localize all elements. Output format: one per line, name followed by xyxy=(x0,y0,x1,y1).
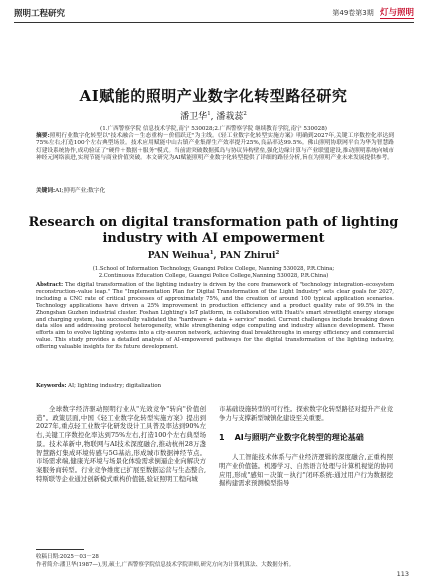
keywords-cn-text: AI;照明产业;数字化 xyxy=(55,188,106,194)
article-title-cn: AI赋能的照明产业数字化转型路径研究 xyxy=(79,87,348,105)
title-en-line-2: industry with AI empowerment xyxy=(102,231,325,246)
abstract-cn-text: 照明行业数字化转型以"技术融合－生态重构－价值跃迁"为主线。《轻工业数字化转型实施方案》明确到2027年,关键工序数控化率达到75%左右;打造100个左右典型场景。技术应用赋能中山古镇产业集群生产效率提升25%,良品率达99.5%。佛山照明协联网平台为华为智慧路灯建设系统协作,成功验证了"硬件＋数据＋服务"模式。当前需突破数据孤岛与协议异构壁垒,强化边缘计算与产业联盟建设,推动照明系统向城市神经元网络演进,实现节能与商业价值突破。本文研究为AI赋能照明产业数字化转型提供了详细的路径分析,旨在为照明产业未来发展提供参考。 xyxy=(36,133,394,162)
author-en-1: PAN Weihua xyxy=(147,251,210,261)
abstract-en xyxy=(36,282,394,351)
journal-logo: 灯与照明 xyxy=(379,8,414,18)
body-right-column xyxy=(219,405,393,488)
article-title-en xyxy=(0,215,427,247)
abstract-cn xyxy=(36,133,394,163)
affiliation-en-1: (1.School of Information Technology, Guangxi Police College, Nanning 530028, P.R.China; xyxy=(92,266,335,272)
section-paragraph: 人工智能技术体系与产业经济逻辑的深度融合,正重构照明产业价值链。机器学习、自然语言处理与计算机视觉的协同应用,形成"感知－决策－执行"闭环系统:通过用户行为数据挖掘构建需求预测模型指导 xyxy=(219,453,393,488)
section-number: 1 xyxy=(219,433,225,443)
keywords-en-text: AI; lighting industry; digitalization xyxy=(68,383,162,389)
title-en-line-1: Research on digital transformation path of lighting xyxy=(28,215,399,230)
keywords-en xyxy=(36,383,394,390)
issue-number: 第49卷第3期 xyxy=(332,9,374,17)
authors-en: PAN Weihua$^1$, PAN Zhirui$^2$ xyxy=(147,250,280,261)
keywords-cn xyxy=(36,188,394,195)
authors-cn: 潘卫华$^1$, 潘栽蕊$^2$ xyxy=(180,111,247,122)
keywords-cn-label: 关键词: xyxy=(36,188,56,194)
author-cn-2: 潘栽蕊 xyxy=(216,112,244,122)
keywords-en-label: Keywords: xyxy=(36,383,67,389)
abstract-cn-label: 摘要: xyxy=(36,133,50,139)
running-header xyxy=(14,3,414,21)
footnote-author-intro: 作者简介:潘卫华(1987—),男,硕士,广西警察学院信息技术学院讲师,研究方向为计算机算法、大数据分析。 xyxy=(36,562,295,568)
footnote-rule xyxy=(36,549,84,550)
section-heading xyxy=(219,434,393,443)
section-title: AI与照明产业数字化转型的理论基础 xyxy=(234,433,364,443)
affiliation-en-2: 2.Continuous Education College, Guangxi Police College,Nanning 530028, P.R.China) xyxy=(98,273,329,279)
page-number: 113 xyxy=(396,570,409,578)
intro-continuation: 市基础设施转型的可行性。探索数字化转型路径对提升产业竞争力与支撑新型城镇化建设至关重要。 xyxy=(219,405,393,422)
author-cn-1: 潘卫华 xyxy=(180,112,208,122)
body-intro-paragraph: 全球数字经济驱动照明行业从"光效竞争"转向"价值创造"。政策层面,中国《轻工业数字化转型实施方案》提出到2027年,重点轻工业数字化研发设计工具普及率达到90%左右,关键工序数控化率达到75%左右,打造100个左右典型场景。技术革新中,物联网与AI技术深度融合,推动杭州28万盏智慧路灯集成环境传感与5G基站,形成城市数据神经节点。市场需求端,健康光环境与场景化体验需求倒逼企业向解决方案服务商转型。行业竞争维度已扩展至数据运营与生态整合,特斯联等企业通过创新模式重构价值链,验证照明工程向城 xyxy=(36,405,206,483)
issue-info xyxy=(332,6,414,19)
footnote-received: 收稿日期:2025－03－28 xyxy=(36,554,99,560)
affiliations-cn: (1.广西警察学院 信息技术学院,南宁 530028;2.广西警察学院 继续教育学院,南宁 530028) xyxy=(100,126,327,132)
abstract-en-label: Abstract: xyxy=(36,282,64,288)
abstract-en-text: The digital transformation of the lighting industry is driven by the core framework of "technology integration–ecosystem reconstruction–value leap." The "Implementation Plan for Digital Transformation of the Light Industry" sets clear goals for 2027, including a CNC rate of critical processes of approximately 75%, and the creation of around 100 typical application scenarios. Technology applications have driven a 25% improvement in production efficiency and a product quality rate of 99.5% in the Zhongshan Guzhen industrial cluster. Foshan Lighting's IoT platform, in collaboration with Huati's smart streetlight energy storage and charging system, has successfully validated the "hardware + data + service" model. Current challenges include breaking down data silos and addressing protocol heterogeneity, while strengthening edge computing and industry alliance development. These efforts aim to evolve lighting systems into a city-neuron network, achieving dual breakthroughs in energy efficiency and commercial value. This study provides a detailed analysis of AI-empowered pathways for the digital transformation of the lighting industry, offering valuable insights for its future development. xyxy=(36,282,394,351)
author-en-2: PAN Zhirui xyxy=(219,251,276,261)
journal-name: 照明工程研究 xyxy=(14,9,66,19)
header-rule xyxy=(14,22,414,23)
